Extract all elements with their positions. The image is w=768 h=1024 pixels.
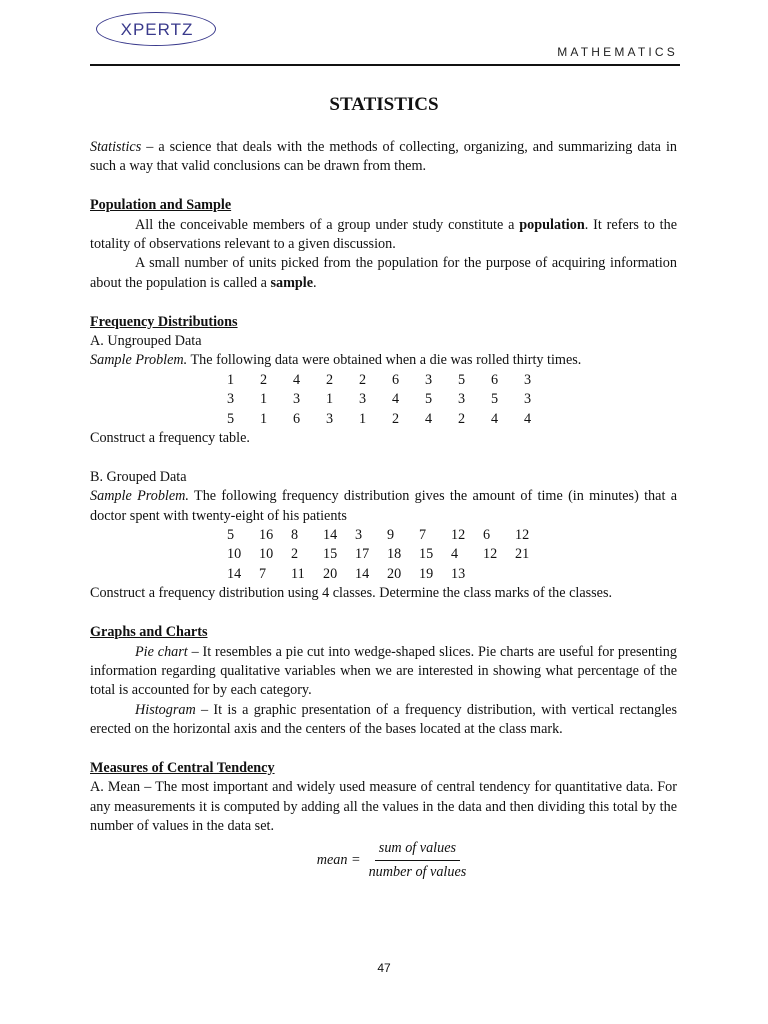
subject-header: MATHEMATICS — [557, 45, 678, 59]
population-paragraph — [90, 216, 677, 255]
ungrouped-data-row — [227, 410, 557, 429]
intro-text: – a science that deals with the methods of collecting, organizing, and summarizing data in such a way that valid conclusions can be drawn from them. — [90, 139, 677, 175]
ungrouped-data-cell: 3 — [425, 371, 433, 388]
population-term: population — [519, 216, 585, 233]
grouped-data-cell: 8 — [291, 527, 299, 544]
grouped-problem — [90, 487, 677, 526]
grouped-data-cell: 12 — [515, 527, 530, 544]
ungrouped-data-cell: 2 — [359, 371, 367, 388]
grouped-data-cell: 17 — [355, 546, 370, 563]
grouped-data-cell: 7 — [259, 565, 267, 582]
grouped-data-cell: 20 — [387, 565, 402, 582]
grouped-data-cell: 13 — [451, 565, 466, 582]
ungrouped-data-cell: 3 — [293, 391, 301, 408]
ungrouped-data-cell: 6 — [293, 410, 301, 427]
grouped-task: Construct a frequency distribution using 4 classes. Determine the class marks of the classes. — [90, 585, 613, 602]
ungrouped-data-cell: 4 — [392, 391, 400, 408]
grouped-data-cell: 5 — [227, 527, 235, 544]
graphs-heading: Graphs and Charts — [90, 624, 208, 641]
grouped-data-cell: 10 — [259, 546, 274, 563]
grouped-data-cell: 2 — [291, 546, 299, 563]
grouped-data-row — [227, 545, 547, 564]
ungrouped-data-cell: 1 — [227, 371, 235, 388]
ungrouped-data-cell: 3 — [326, 410, 334, 427]
grouped-data-cell: 4 — [451, 546, 459, 563]
grouped-data-cell: 15 — [419, 546, 434, 563]
formula-lhs: mean = — [316, 851, 361, 868]
grouped-data-cell: 3 — [355, 527, 363, 544]
grouped-data-cell: 12 — [451, 527, 466, 544]
sample-text-b: . — [313, 274, 317, 291]
ungrouped-data-cell: 2 — [392, 410, 400, 427]
population-text-b: . It refers to the totality of observations relevant to a given discussion. — [90, 216, 678, 253]
ungrouped-data-cell: 6 — [392, 371, 400, 388]
histogram-term: Histogram — [135, 701, 196, 718]
grouped-data-table — [227, 526, 547, 584]
page-number: 47 — [377, 961, 391, 975]
ungrouped-data-cell: 1 — [326, 391, 334, 408]
ungrouped-data-cell: 4 — [425, 410, 433, 427]
ungrouped-data-cell: 3 — [227, 391, 235, 408]
page-content — [90, 138, 677, 882]
grouped-data-row — [227, 526, 547, 545]
page-title: STATISTICS — [329, 94, 439, 115]
grouped-data-cell: 6 — [483, 527, 491, 544]
header-rule — [90, 64, 680, 66]
pie-chart-term: Pie chart — [135, 643, 188, 660]
ungrouped-task: Construct a frequency table. — [90, 430, 250, 447]
grouped-data-cell: 9 — [387, 527, 395, 544]
ungrouped-data-row — [227, 371, 557, 390]
grouped-data-cell: 15 — [323, 546, 338, 563]
ungrouped-problem — [90, 351, 677, 370]
ungrouped-label: A. Ungrouped Data — [90, 333, 202, 350]
grouped-data-cell: 18 — [387, 546, 402, 563]
grouped-data-cell: 7 — [419, 527, 427, 544]
ungrouped-data-cell: 3 — [359, 391, 367, 408]
ungrouped-data-cell: 2 — [458, 410, 466, 427]
sample-paragraph — [90, 254, 677, 293]
grouped-data-cell: 11 — [291, 565, 305, 582]
logo-text: XPERTZ — [120, 20, 194, 39]
grouped-data-cell: 14 — [355, 565, 370, 582]
grouped-data-row — [227, 565, 547, 584]
grouped-data-cell: 20 — [323, 565, 338, 582]
ungrouped-data-cell: 3 — [524, 391, 532, 408]
xpertz-logo — [96, 12, 218, 48]
pie-chart-paragraph — [90, 643, 677, 701]
grouped-data-cell: 12 — [483, 546, 498, 563]
grouped-problem-text: The following frequency distribution gives the amount of time (in minutes) that a doctor spent with twenty-eight of his patients — [90, 488, 677, 524]
grouped-data-cell: 14 — [227, 565, 242, 582]
ungrouped-data-cell: 4 — [293, 371, 301, 388]
sample-term: sample — [270, 274, 314, 291]
ungrouped-data-table — [227, 371, 557, 429]
ungrouped-data-cell: 3 — [524, 371, 532, 388]
grouped-label: B. Grouped Data — [90, 468, 187, 485]
grouped-data-cell: 21 — [515, 546, 530, 563]
ungrouped-data-cell: 1 — [359, 410, 367, 427]
grouped-sample-label: Sample Problem. — [90, 488, 189, 505]
central-tendency-heading: Measures of Central Tendency — [90, 759, 275, 776]
formula-denominator: number of values — [368, 863, 467, 880]
ungrouped-data-cell: 3 — [458, 391, 466, 408]
ungrouped-data-cell: 5 — [227, 410, 235, 427]
ungrouped-data-cell: 6 — [491, 371, 499, 388]
ungrouped-data-cell: 5 — [425, 391, 433, 408]
ungrouped-data-row — [227, 390, 557, 409]
ungrouped-data-cell: 4 — [524, 410, 532, 427]
ungrouped-data-cell: 5 — [491, 391, 499, 408]
grouped-data-cell: 14 — [323, 527, 338, 544]
population-heading: Population and Sample — [90, 197, 232, 214]
histogram-paragraph — [90, 701, 677, 740]
intro-term: Statistics — [90, 139, 142, 155]
grouped-data-cell — [483, 565, 515, 584]
ungrouped-sample-label: Sample Problem. — [90, 352, 188, 369]
sample-text-a: A small number of units picked from the population for the purpose of acquiring information about the population is called a — [90, 255, 677, 291]
ungrouped-data-cell: 1 — [260, 391, 268, 408]
pie-chart-text: – It resembles a pie cut into wedge-shaped slices. Pie charts are useful for presenting information regarding qualitative variables when we are interested in showing what percentage of the total is accounted for by each category. — [90, 643, 677, 699]
ungrouped-data-cell: 1 — [260, 410, 268, 427]
histogram-text: – It is a graphic presentation of a frequency distribution, with vertical rectangles erected on the horizontal axis and the centers of the bases located at the class mark. — [90, 701, 677, 738]
ungrouped-problem-text: The following data were obtained when a die was rolled thirty times. — [187, 352, 582, 369]
mean-formula — [110, 839, 677, 883]
ungrouped-data-cell: 4 — [491, 410, 499, 427]
grouped-data-cell — [515, 565, 547, 584]
mean-paragraph: A. Mean – The most important and widely used measure of central tendency for quantitative data. For any measurements it is computed by adding all the values in the data and then dividing this total by the number of values in the data set. — [90, 779, 677, 835]
ungrouped-data-cell: 2 — [260, 371, 268, 388]
population-text-a: All the conceivable members of a group under study constitute a — [135, 216, 520, 233]
formula-numerator: sum of values — [375, 839, 460, 861]
grouped-data-cell: 10 — [227, 546, 242, 563]
frequency-heading: Frequency Distributions — [90, 313, 238, 330]
grouped-data-cell: 19 — [419, 565, 434, 582]
grouped-data-cell: 16 — [259, 527, 274, 544]
formula-fraction — [365, 839, 471, 883]
ungrouped-data-cell: 5 — [458, 371, 466, 388]
intro-paragraph — [90, 138, 677, 177]
ungrouped-data-cell: 2 — [326, 371, 334, 388]
